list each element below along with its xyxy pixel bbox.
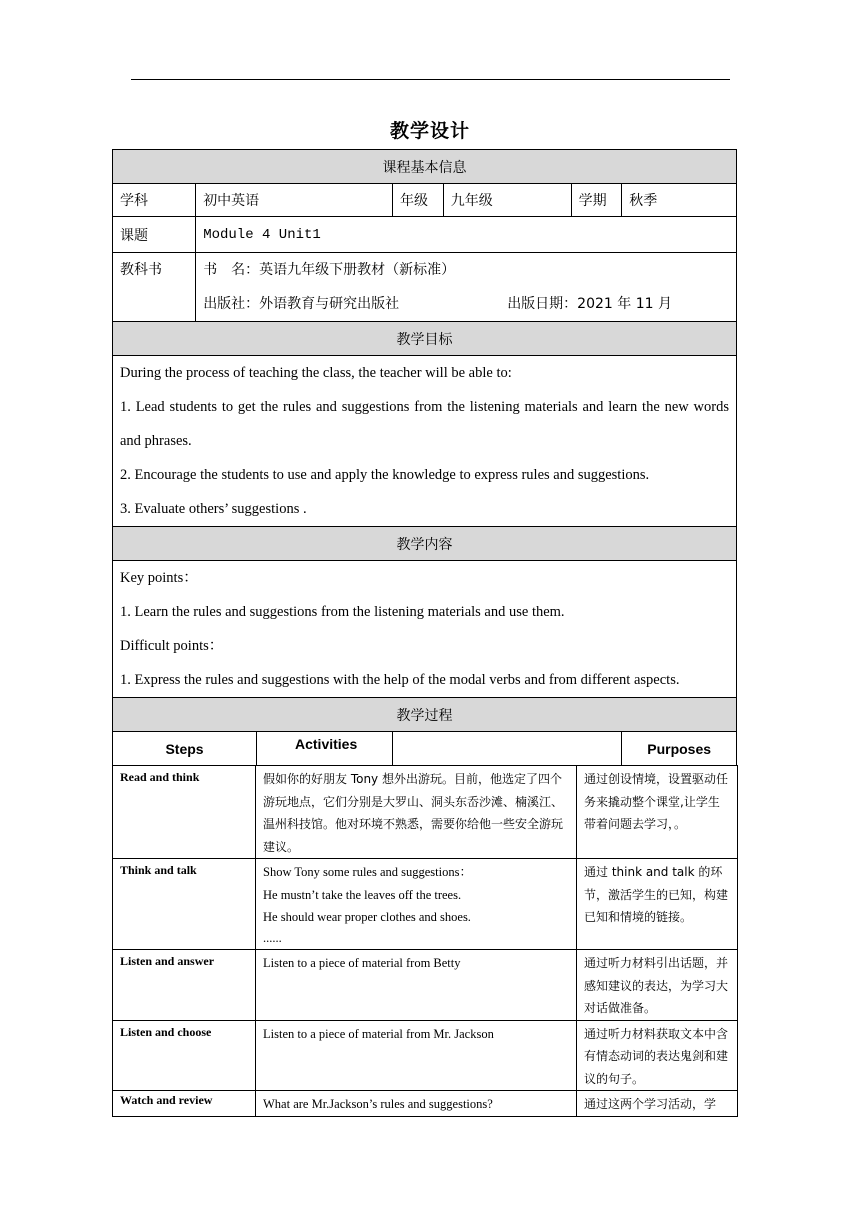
grade-value: 九年级 <box>443 184 571 217</box>
process-purpose: 通过这两个学习活动，学 <box>577 1091 738 1117</box>
activity-line: ...... <box>263 930 282 945</box>
subject-row <box>113 184 737 217</box>
lesson-plan-table <box>112 149 737 766</box>
process-step: Watch and review <box>113 1091 256 1117</box>
activity-line: Show Tony some rules and suggestions： <box>263 865 472 879</box>
process-activity: 假如你的好朋友 Tony 想外出游玩。目前，他选定了四个游玩地点，它们分别是大罗山、洞头东岙沙滩、楠溪江、温州科技馆。他对环境不熟悉，需要你给他一些安全游玩建议。 <box>256 766 577 859</box>
steps-column-header <box>113 732 393 766</box>
process-purpose: 通过 think and talk 的环节，激活学生的已知，构建已知和情境的链接。 <box>577 859 738 950</box>
difficult-point-item: 1. Express the rules and suggestions with the help of the modal verbs and from different aspects. <box>120 672 680 688</box>
objectives-header: 教学目标 <box>113 322 737 356</box>
process-row <box>113 859 738 950</box>
process-activity: Listen to a piece of material from Betty <box>256 950 577 1021</box>
key-point-item: 1. Learn the rules and suggestions from the listening materials and use them. <box>120 604 565 620</box>
textbook-label: 教科书 <box>113 253 196 322</box>
objectives-header-row <box>113 322 737 356</box>
textbook-details <box>196 253 737 322</box>
term-value: 秋季 <box>622 184 737 217</box>
process-table <box>112 765 738 1117</box>
process-header: 教学过程 <box>113 698 737 732</box>
header-rule <box>131 79 730 80</box>
process-purpose: 通过听力材料引出话题，并感知建议的表达，为学习大对话做准备。 <box>577 950 738 1021</box>
objectives-row <box>113 356 737 527</box>
activity-line: He should wear proper clothes and shoes. <box>263 910 471 924</box>
publish-date: 出版日期：2021 年 11 月 <box>507 296 672 312</box>
process-step: Listen and choose <box>113 1020 256 1091</box>
subject-label: 学科 <box>113 184 196 217</box>
process-activity: Listen to a piece of material from Mr. Jackson <box>256 1020 577 1091</box>
activities-column-spacer <box>393 732 622 766</box>
publisher: 出版社：外语教育与研究出版社 <box>203 296 400 312</box>
objective-item: 3. Evaluate others’ suggestions . <box>120 501 307 517</box>
process-purpose: 通过听力材料获取文本中含有情态动词的表达鬼剑和建议的句子。 <box>577 1020 738 1091</box>
grade-label: 年级 <box>393 184 444 217</box>
activity-line: He mustn’t take the leaves off the trees. <box>263 887 462 902</box>
subject-value: 初中英语 <box>196 184 393 217</box>
process-purpose: 通过创设情境，设置驱动任务来撬动整个课堂,让学生带着问题去学习，。 <box>577 766 738 859</box>
objective-item: 2. Encourage the students to use and apply the knowledge to express rules and suggestions. <box>120 467 650 483</box>
publisher-line <box>203 287 729 321</box>
process-row <box>113 766 738 859</box>
content-header: 教学内容 <box>113 527 737 561</box>
process-row <box>113 950 738 1021</box>
activities-header-text: Activities <box>256 732 392 765</box>
process-row <box>113 1020 738 1091</box>
process-step: Think and talk <box>113 859 256 950</box>
content-body <box>113 561 737 698</box>
term-label: 学期 <box>571 184 622 217</box>
book-name: 书 名：英语九年级下册教材（新标准） <box>203 262 456 278</box>
process-row <box>113 1091 738 1117</box>
content-header-row <box>113 527 737 561</box>
key-points-label: Key points： <box>120 570 198 586</box>
process-step: Listen and answer <box>113 950 256 1021</box>
topic-value: Module 4 Unit1 <box>196 217 737 253</box>
document-title: 教学设计 <box>389 120 470 142</box>
objectives-body <box>113 356 737 527</box>
content-row <box>113 561 737 698</box>
steps-header-text: Steps <box>165 740 204 757</box>
textbook-row <box>113 253 737 322</box>
process-activity <box>256 859 577 950</box>
process-step: Read and think <box>113 766 256 859</box>
topic-row <box>113 217 737 253</box>
basic-info-header-row <box>113 150 737 184</box>
objectives-intro: During the process of teaching the class, the teacher will be able to: <box>120 365 512 381</box>
basic-info-header: 课程基本信息 <box>113 150 737 184</box>
purposes-column-header: Purposes <box>622 732 737 766</box>
process-activity: What are Mr.Jackson’s rules and suggestions? <box>256 1091 577 1117</box>
process-header-row <box>113 698 737 732</box>
objective-item: 1. Lead students to get the rules and suggestions from the listening materials and learn the new words and phrases. <box>120 399 729 449</box>
difficult-points-label: Difficult points： <box>120 638 224 654</box>
process-columns-row <box>113 732 737 766</box>
topic-label: 课题 <box>113 217 196 253</box>
